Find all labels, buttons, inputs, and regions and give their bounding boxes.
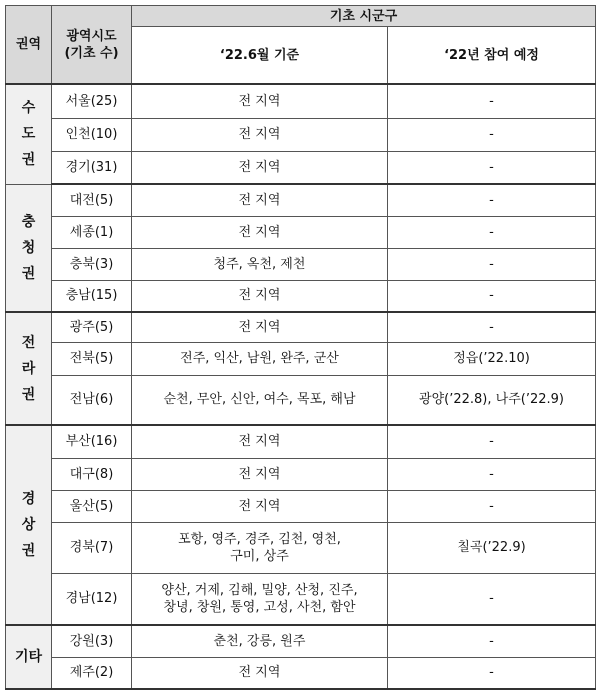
region-cell [6,312,52,425]
planned-cell: 정읍(’22.10) [388,342,596,375]
table-row [6,184,596,216]
current-cell: 청주, 옥천, 제천 [132,248,388,280]
region-char: 수 [21,100,36,117]
current-cell: 전 지역 [132,312,388,342]
province-cell: 경북(7) [52,522,132,573]
province-cell: 인천(10) [52,118,132,151]
planned-cell: - [388,625,596,657]
current-cell: 전 지역 [132,84,388,118]
province-cell: 대구(8) [52,458,132,490]
region-char: 권 [21,386,36,403]
province-cell: 세종(1) [52,216,132,248]
table-row [6,490,596,522]
region-cell [6,184,52,312]
region-char: 권 [21,543,36,559]
province-cell: 광주(5) [52,312,132,342]
region-cell [6,84,52,184]
region-char: 도 [21,126,36,143]
current-cell [132,573,388,625]
header-row-top [6,6,596,27]
planned-cell: - [388,216,596,248]
province-cell: 서울(25) [52,84,132,118]
table-row [6,151,596,184]
current-cell: 전 지역 [132,184,388,216]
planned-cell: - [388,490,596,522]
table-row [6,280,596,312]
current-cell: 전 지역 [132,118,388,151]
current-cell: 전 지역 [132,425,388,458]
table-row [6,625,596,657]
planned-header: ‘22년 참여 예정 [388,27,596,85]
province-header [52,6,132,85]
current-cell: 전 지역 [132,458,388,490]
planned-cell: 광양(’22.8), 나주(’22.9) [388,375,596,425]
planned-cell: - [388,657,596,689]
planned-cell: - [388,184,596,216]
current-cell: 전주, 익산, 남원, 완주, 군산 [132,342,388,375]
planned-cell: - [388,280,596,312]
province-cell: 경기(31) [52,151,132,184]
planned-cell: - [388,151,596,184]
province-cell: 울산(5) [52,490,132,522]
planned-cell: - [388,84,596,118]
province-cell: 충북(3) [52,248,132,280]
current-header: ‘22.6월 기준 [132,27,388,85]
region-cell [6,425,52,625]
table-row [6,118,596,151]
province-cell: 대전(5) [52,184,132,216]
table-row [6,657,596,689]
region-char: 권 [21,152,36,169]
province-cell: 제주(2) [52,657,132,689]
province-header-line1: 광역시도 [66,28,117,44]
province-cell: 전북(5) [52,342,132,375]
region-char: 기타 [14,649,43,665]
province-cell: 충남(15) [52,280,132,312]
basic-header: 기초 시군구 [132,6,596,27]
current-line: 구미, 상주 [230,548,289,564]
current-cell: 순천, 무안, 신안, 여수, 목포, 해남 [132,375,388,425]
current-cell: 전 지역 [132,657,388,689]
planned-cell: 칠곡(’22.9) [388,522,596,573]
region-char: 권 [21,265,36,282]
table-row [6,522,596,573]
table-row [6,375,596,425]
province-cell: 강원(3) [52,625,132,657]
current-cell: 전 지역 [132,490,388,522]
region-char: 전 [21,334,36,351]
province-header-line2: (기초 수) [64,45,119,61]
current-cell: 춘천, 강릉, 원주 [132,625,388,657]
table-row [6,312,596,342]
table-row [6,573,596,625]
region-char: 청 [21,239,36,256]
planned-cell: - [388,118,596,151]
table-row [6,248,596,280]
region-char: 라 [21,360,36,377]
region-char: 충 [21,213,36,230]
current-line: 양산, 거제, 김해, 밀양, 산청, 진주, [161,582,358,598]
planned-cell: - [388,458,596,490]
province-cell: 경남(12) [52,573,132,625]
region-header: 권역 [6,6,52,85]
planned-cell: - [388,573,596,625]
current-cell: 전 지역 [132,151,388,184]
region-char: 상 [21,517,36,533]
region-char: 경 [21,491,36,507]
table-row [6,458,596,490]
region-cell [6,625,52,689]
current-line: 포항, 영주, 경주, 김천, 영천, [178,531,341,547]
table-row [6,84,596,118]
current-cell: 전 지역 [132,216,388,248]
table-row [6,342,596,375]
current-cell [132,522,388,573]
participation-table [5,5,596,690]
table-row [6,216,596,248]
table-row [6,425,596,458]
current-cell: 전 지역 [132,280,388,312]
planned-cell: - [388,312,596,342]
planned-cell: - [388,248,596,280]
province-cell: 부산(16) [52,425,132,458]
current-line: 창녕, 창원, 통영, 고성, 사천, 함안 [163,599,356,615]
planned-cell: - [388,425,596,458]
province-cell: 전남(6) [52,375,132,425]
